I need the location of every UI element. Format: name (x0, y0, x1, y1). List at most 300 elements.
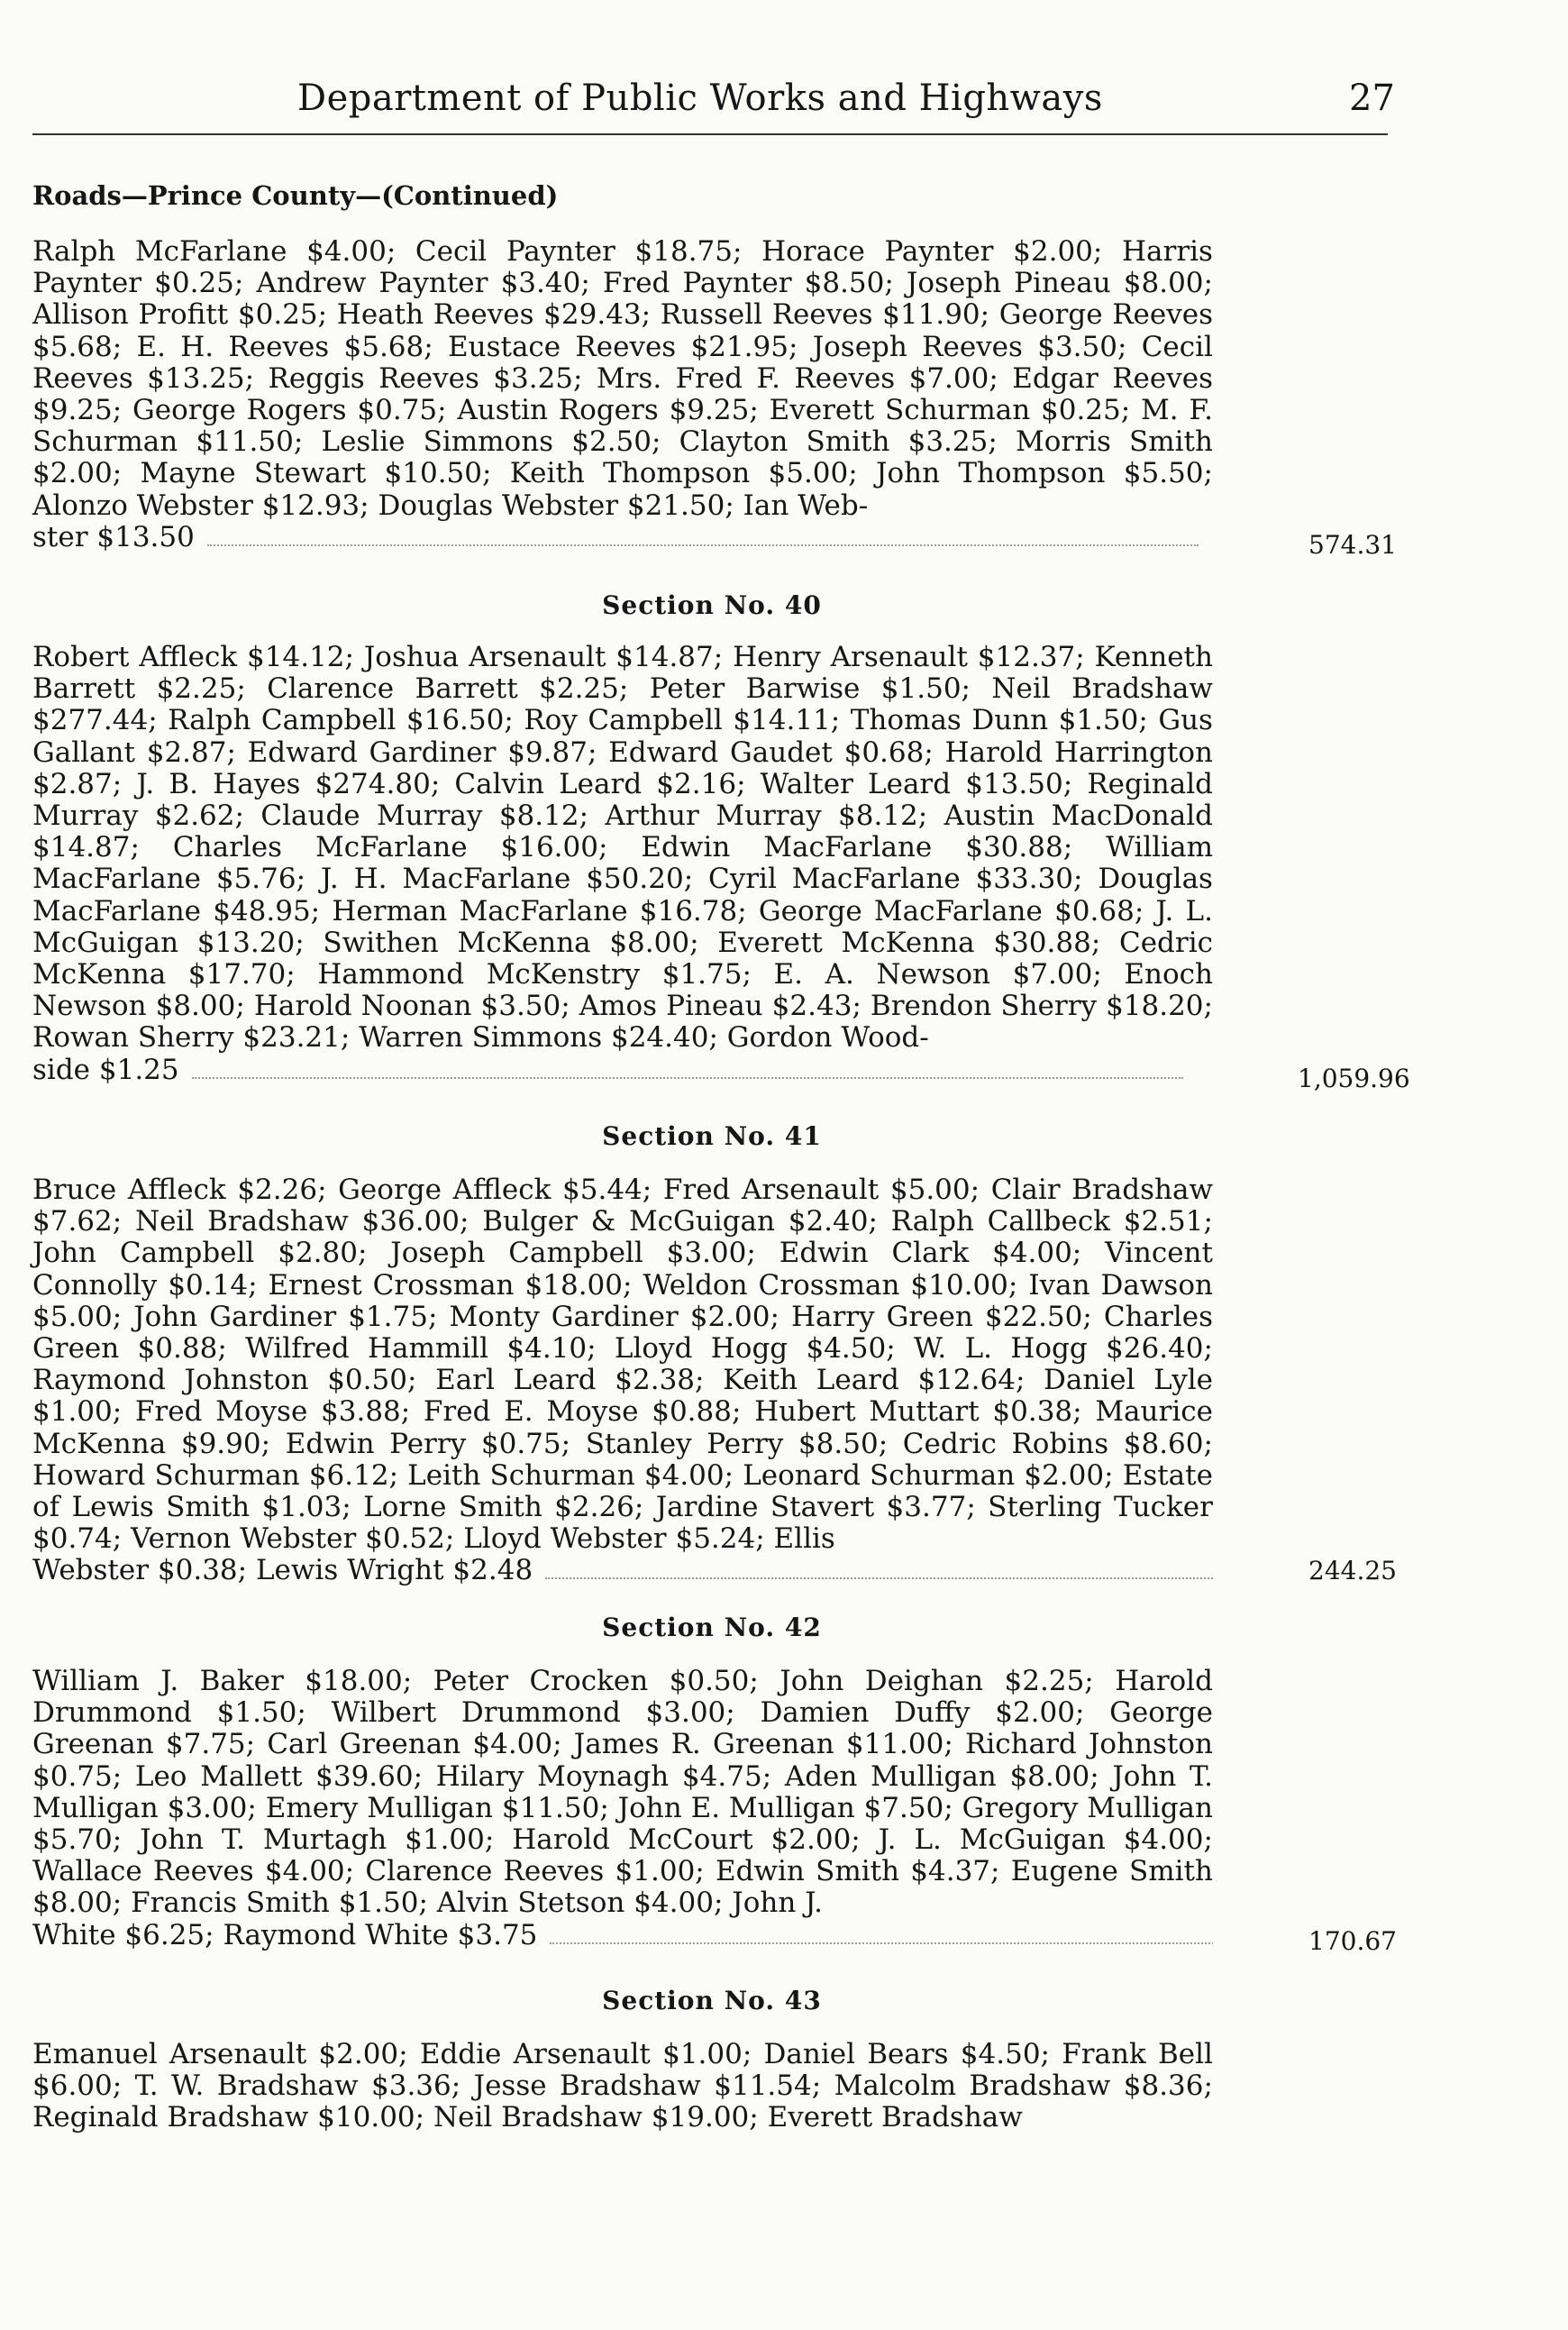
dot-leader (550, 1942, 1213, 1944)
ledger-fragment: ; (713, 1887, 733, 1920)
ledger-fragment: ; (460, 1205, 483, 1238)
ledger-fragment: ; (112, 457, 141, 490)
ledger-fragment: ; (293, 425, 322, 459)
ledger-fragment: ; (418, 1887, 437, 1920)
ledger-fragment: ; (1092, 958, 1125, 991)
ledger-fragment: ; (415, 2101, 433, 2134)
ledger-fragment: James R. Greenan $11.00 (573, 1728, 944, 1761)
ledger-fragment: Vincent Connolly $0.14 (32, 1237, 1213, 1302)
ledger-fragment: Andrew Paynter $3.40 (256, 267, 581, 300)
ledger-fragment: ; (749, 1665, 780, 1697)
ledger-fragment: Enoch Newson $8.00 (32, 958, 1213, 1023)
ledger-fragment: ; (424, 330, 448, 363)
ledger-fragment: Edwin Perry $0.75 (285, 1427, 561, 1460)
ledger-fragment: Wilfred Hammill $4.10 (245, 1332, 588, 1366)
ledger-fragment: ; (344, 1855, 366, 1888)
ledger-fragment: Mrs. Fred F. Reeves $7.00 (596, 361, 989, 395)
ledger-fragment: Fred Moyse $3.88 (134, 1395, 401, 1429)
ledger-fragment: Ellis (773, 1522, 835, 1556)
ledger-fragment: Wallace Reeves $4.00 (32, 1855, 345, 1888)
ledger-fragment: William J. Baker $18.00 (32, 1665, 403, 1697)
ledger-fragment: Neil Bradshaw $19.00 (433, 2101, 750, 2134)
ledger-fragment: ; (400, 1395, 424, 1429)
ledger-fragment: ; (386, 235, 415, 268)
ledger-fragment: ; (944, 1791, 962, 1824)
ledger-fragment: Alvin Stetson $4.00 (436, 1887, 714, 1920)
ledger-fragment: ; (851, 1823, 879, 1857)
ledger-fragment: ; (587, 736, 609, 769)
section-last-line (32, 1055, 1213, 1086)
ledger-fragment: ; (217, 1332, 246, 1366)
ledger-fragment: ; (244, 361, 269, 395)
ledger-fragment: Lewis Wright $2.48 (255, 1555, 533, 1587)
ledger-fragment: Eddie Arsenault $1.00 (419, 2038, 743, 2070)
ledger-fragment: ; (886, 1332, 914, 1366)
ledger-fragment: Austin MacDonald $14.87 (32, 800, 1213, 864)
ledger-fragment: ; (234, 800, 261, 833)
ledger-fragment: ; (360, 489, 378, 522)
ledger-fragment: John Campbell $2.80 (32, 1237, 358, 1270)
ledger-fragment: ; (237, 1555, 256, 1587)
ledger-fragment: T. W. Bradshaw $3.36 (134, 2070, 451, 2103)
ledger-fragment: Wilbert Drummond $3.00 (331, 1696, 726, 1730)
ledger-fragment: Joseph Campbell $3.00 (390, 1237, 747, 1270)
ledger-fragment: ; (130, 831, 173, 864)
ledger-fragment: ; (725, 489, 743, 522)
ledger-fragment: Alonzo Webster $12.93 (32, 489, 360, 522)
ledger-fragment: Everett Bradshaw (767, 2101, 1023, 2134)
ledger-fragment: ; (884, 267, 907, 300)
ledger-fragment: J. B. Hayes $274.80 (136, 767, 431, 800)
ledger-fragment: ; (437, 394, 458, 427)
ledger-fragment: Fred Arsenault $5.00 (662, 1174, 971, 1206)
ledger-fragment: Emanuel Arsenault $2.00 (32, 2038, 399, 2070)
ledger-fragment: Joseph Reeves $3.50 (812, 330, 1117, 363)
ledger-fragment: J. L. McGuigan $13.20 (32, 894, 1213, 959)
ledger-fragment: Fred Paynter $8.50 (602, 267, 885, 300)
ledger-fragment: ; (878, 1427, 903, 1460)
section-text (32, 236, 1213, 522)
ledger-fragment: ; (1134, 894, 1156, 927)
section-total: 170.67 (1308, 1926, 1397, 1956)
ledger-fragment: ; (724, 1458, 743, 1492)
ledger-fragment: Eugene Smith $8.00 (32, 1855, 1213, 1920)
running-header (0, 78, 1568, 132)
ledger-fragment: ; (247, 1791, 266, 1824)
ledger-fragment: Austin Rogers $9.25 (457, 394, 750, 427)
ledger-fragment: ; (402, 1665, 433, 1697)
ledger-fragment: ; (580, 267, 603, 300)
ledger-fragment: ; (980, 298, 999, 332)
ledger-fragment: ; (868, 1205, 891, 1238)
ledger-fragment: Keith Thompson $5.00 (509, 457, 849, 490)
ledger-fragment: Eustace Reeves $21.95 (447, 330, 789, 363)
ledger-fragment: ; (749, 2101, 768, 2134)
ledger-fragment: Neil Bradshaw $36.00 (134, 1205, 460, 1238)
ledger-fragment: Cedric Robins $8.60 (902, 1427, 1204, 1460)
ledger-fragment: W. L. Hogg $26.40 (913, 1332, 1204, 1366)
ledger-fragment: Harold Noonan $3.50 (253, 990, 561, 1023)
section-last-line (32, 1555, 1213, 1586)
section-total: 1,059.96 (1298, 1064, 1410, 1093)
ledger-fragment: ; (1040, 2038, 1062, 2070)
ledger-fragment: ; (695, 1364, 724, 1397)
ledger-fragment: Walter Leard $13.50 (760, 767, 1063, 800)
ledger-fragment: Thomas Dunn $1.50 (850, 704, 1139, 737)
ledger-fragment: Joseph Pineau $8.00 (906, 267, 1204, 300)
ledger-fragment: ; (587, 1332, 615, 1366)
ledger-fragment: ; (742, 958, 774, 991)
dot-leader (207, 544, 1199, 546)
ledger-fragment: ; (924, 736, 945, 769)
ledger-fragment: ; (112, 767, 137, 800)
ledger-fragment: ; (310, 894, 333, 927)
ledger-fragment: ; (618, 672, 650, 706)
ledger-fragment: ; (599, 1791, 618, 1824)
ledger-fragment: M. F. Schurman $11.50 (32, 394, 1213, 459)
ledger-fragment: ; (235, 990, 254, 1023)
ledger-fragment: Howard Schurman $6.12 (32, 1458, 389, 1492)
ledger-fragment: ; (344, 641, 364, 673)
ledger-fragment: Fred E. Moyse $0.88 (423, 1395, 732, 1429)
ledger-fragment: Harry Green $22.50 (790, 1300, 1083, 1333)
ledger-fragment: ; (430, 767, 455, 800)
ledger-fragment: ; (233, 267, 257, 300)
ledger-fragment: ; (573, 361, 597, 395)
ledger-fragment: Heath Reeves $29.43 (336, 298, 642, 332)
ledger-fragment: Daniel Bears $4.50 (763, 2038, 1041, 2070)
ledger-fragment: side $1.25 (32, 1054, 179, 1086)
ledger-fragment: ; (112, 1522, 132, 1556)
ledger-fragment: Douglas MacFarlane $48.95 (32, 863, 1213, 927)
ledger-fragment: ; (623, 1268, 643, 1302)
ledger-fragment: John Thompson $5.50 (876, 457, 1204, 490)
ledger-fragment: ; (296, 1696, 332, 1730)
ledger-fragment: ; (484, 1823, 513, 1857)
ledger-fragment: Damien Duffy $2.00 (760, 1696, 1075, 1730)
ledger-fragment: Edgar Reeves $9.25 (32, 361, 1214, 427)
ledger-fragment: Leith Schurman $4.00 (407, 1458, 725, 1492)
section-total: 574.31 (1308, 530, 1397, 560)
ledger-fragment: Allison Profitt $0.25 (32, 298, 318, 332)
ledger-fragment: Jardine Stavert $3.77 (655, 1491, 967, 1524)
ledger-fragment: ; (848, 457, 877, 490)
ledger-fragment: ; (427, 1300, 450, 1333)
ledger-fragment: Robert Affleck $14.12 (32, 641, 345, 673)
ledger-fragment: ; (112, 330, 137, 363)
ledger-fragment: ; (733, 235, 762, 268)
ledger-fragment: ; (641, 298, 661, 332)
ledger-fragment: Charles Green $0.88 (32, 1300, 1213, 1366)
ledger-fragment: Leonard Schurman $2.00 (743, 1458, 1105, 1492)
ledger-fragment: Ralph McFarlane $4.00 (32, 235, 387, 268)
ledger-fragment: Gordon Wood- (726, 1021, 929, 1055)
ledger-fragment: Henry Arsenault $12.37 (733, 641, 1076, 673)
ledger-fragment: Everett Schurman $0.25 (769, 394, 1121, 427)
ledger-fragment: Maurice McKenna $9.90 (32, 1395, 1213, 1460)
ledger-fragment: Clair Bradshaw $7.62 (32, 1174, 1213, 1238)
ledger-fragment: ; (1203, 990, 1213, 1023)
ledger-fragment: ; (1062, 831, 1107, 864)
ledger-fragment: ; (683, 863, 708, 896)
ledger-fragment: ; (1082, 1300, 1104, 1333)
ledger-fragment: ; (245, 1728, 268, 1761)
ledger-fragment: Earl Leard $2.38 (435, 1364, 696, 1397)
last-line-text (32, 522, 195, 553)
ledger-fragment: George Reeves $5.68 (32, 298, 1214, 363)
ledger-fragment: Clarence Barrett $2.25 (267, 672, 619, 706)
ledger-fragment: Edwin Smith $4.37 (715, 1855, 991, 1888)
ledger-fragment: ; (552, 1728, 574, 1761)
section-heading: Section No. 43 (602, 1986, 822, 2015)
ledger-fragment: E. A. Newson $7.00 (773, 958, 1093, 991)
ledger-fragment: ; (1089, 1759, 1113, 1793)
ledger-fragment: Ian Web- (743, 489, 869, 522)
ledger-fragment: Raymond Johnston $0.50 (32, 1364, 407, 1397)
section-last-line (32, 1920, 1213, 1951)
ledger-fragment: ; (1203, 1427, 1213, 1460)
ledger-fragment: ; (746, 1237, 779, 1270)
ledger-fragment: Herman MacFarlane $16.78 (332, 894, 738, 927)
section-text (32, 642, 1213, 1055)
ledger-fragment: ; (990, 1855, 1011, 1888)
ledger-fragment: Warren Simmons $24.40 (359, 1021, 709, 1055)
header-rule (32, 133, 1388, 135)
section-total: 244.25 (1308, 1556, 1397, 1585)
ledger-fragment: ; (988, 425, 1016, 459)
ledger-fragment: Peter Crocken $0.50 (433, 1665, 750, 1697)
page-number: 27 (1349, 78, 1395, 119)
ledger-fragment: Harold Harrington $2.87 (32, 736, 1213, 800)
ledger-fragment: Cedric McKenna $17.70 (32, 926, 1213, 991)
ledger-fragment: Edwin Clark $4.00 (779, 1237, 1072, 1270)
ledger-fragment: Raymond White $3.75 (223, 1919, 538, 1951)
ledger-fragment: Ivan Dawson $5.00 (32, 1268, 1213, 1333)
ledger-fragment: Sterling Tucker $0.74 (32, 1491, 1213, 1556)
ledger-fragment: Harold McCourt $2.00 (512, 1823, 852, 1857)
ledger-fragment: ; (652, 425, 679, 459)
ledger-fragment: ; (112, 1887, 132, 1920)
ledger-fragment: Malcolm Bradshaw $8.36 (834, 2070, 1204, 2103)
ledger-fragment: ; (205, 1919, 223, 1951)
ledger-fragment: Mayne Stewart $10.50 (140, 457, 483, 490)
ledger-fragment: E. H. Reeves $5.68 (136, 330, 424, 363)
ledger-fragment: ; (444, 1522, 464, 1556)
ledger-fragment: ; (112, 1205, 135, 1238)
ledger-fragment: ; (731, 1395, 755, 1429)
ledger-fragment: ; (451, 2070, 474, 2103)
ledger-fragment: Clayton Smith $3.25 (679, 425, 989, 459)
ledger-fragment: Reginald Bradshaw $10.00 (32, 2101, 415, 2134)
ledger-fragment: ; (112, 2070, 135, 2103)
ledger-fragment: ; (286, 958, 318, 991)
ledger-fragment: ; (398, 2038, 420, 2070)
ledger-fragment: ; (1074, 1696, 1110, 1730)
ledger-fragment: ; (340, 1021, 360, 1055)
ledger-fragment: ; (1203, 267, 1213, 300)
ledger-fragment: Harris Paynter $0.25 (32, 235, 1213, 300)
ledger-fragment: Hilary Moynagh $4.75 (435, 1759, 762, 1793)
ledger-fragment: Edwin MacFarlane $30.88 (641, 831, 1063, 864)
ledger-fragment: ; (944, 1728, 966, 1761)
ledger-fragment: Edward Gardiner $9.87 (247, 736, 588, 769)
section-text (32, 1174, 1213, 1555)
ledger-fragment: ; (737, 894, 759, 927)
ledger-fragment: Jesse Bradshaw $11.54 (473, 2070, 812, 2103)
ledger-fragment: ; (112, 1300, 134, 1333)
ledger-fragment: ; (917, 800, 944, 833)
ledger-fragment: ; (1120, 394, 1142, 427)
ledger-fragment: ; (742, 2038, 764, 2070)
ledger-fragment: John J. (732, 1887, 824, 1920)
continued-heading: Roads—Prince County—(Continued) (32, 180, 559, 211)
ledger-fragment: ; (961, 672, 992, 706)
ledger-fragment: Calvin Leard $2.16 (454, 767, 737, 800)
ledger-fragment: ; (406, 1364, 436, 1397)
ledger-fragment: J. L. McGuigan $4.00 (878, 1823, 1204, 1857)
section-text (32, 1666, 1213, 1920)
ledger-fragment: ; (236, 672, 268, 706)
ledger-fragment: ; (1092, 235, 1122, 268)
ledger-fragment: ; (295, 926, 324, 959)
ledger-fragment: ; (788, 330, 813, 363)
ledger-fragment: ; (1073, 863, 1099, 896)
section-heading: Section No. 40 (602, 590, 822, 620)
ledger-fragment: Joshua Arsenault $14.87 (363, 641, 714, 673)
dot-leader (192, 1077, 1183, 1079)
ledger-fragment: Peter Barwise $1.50 (649, 672, 962, 706)
ledger-fragment: ; (708, 1021, 727, 1055)
ledger-fragment: ; (1203, 1332, 1213, 1366)
ledger-fragment: John E. Mulligan $7.50 (617, 1791, 944, 1824)
ledger-fragment: ; (1203, 2070, 1213, 2103)
ledger-fragment: Bulger & McGuigan $2.40 (482, 1205, 869, 1238)
ledger-fragment: ; (1138, 704, 1159, 737)
ledger-fragment: ; (1084, 1665, 1116, 1697)
ledger-fragment: ; (689, 926, 718, 959)
ledger-fragment: Francis Smith $1.50 (131, 1887, 419, 1920)
ledger-fragment: Frank Bell $6.00 (32, 2038, 1213, 2103)
ledger-fragment: ; (1090, 926, 1119, 959)
ledger-fragment: ; (482, 457, 510, 490)
ledger-fragment: Bruce Affleck $2.26 (32, 1174, 318, 1206)
ledger-fragment: J. H. MacFarlane $50.20 (320, 863, 684, 896)
ledger-fragment: Everett McKenna $30.88 (717, 926, 1091, 959)
ledger-fragment: Claude Murray $8.12 (260, 800, 579, 833)
ledger-fragment: ; (736, 767, 761, 800)
ledger-fragment: ster $13.50 (32, 521, 195, 553)
ledger-fragment: Brendon Sherry $18.20 (870, 990, 1204, 1023)
ledger-fragment: Hubert Muttart $0.38 (754, 1395, 1073, 1429)
ledger-fragment: Clarence Reeves $1.00 (365, 1855, 696, 1888)
ledger-fragment: ; (1062, 767, 1088, 800)
ledger-fragment: ; (725, 1696, 761, 1730)
ledger-fragment: ; (1203, 1205, 1213, 1238)
ledger-fragment: ; (357, 1237, 391, 1270)
ledger-fragment: ; (561, 990, 579, 1023)
ledger-fragment: ; (634, 1491, 656, 1524)
section-block (32, 2039, 1213, 2134)
ledger-fragment: ; (695, 1855, 716, 1888)
ledger-fragment: Cecil Paynter $18.75 (415, 235, 733, 268)
ledger-fragment: John Deighan $2.25 (779, 1665, 1085, 1697)
ledger-fragment: George MacFarlane $0.68 (758, 894, 1135, 927)
ledger-fragment: ; (713, 641, 734, 673)
ledger-fragment: ; (1075, 641, 1095, 673)
ledger-fragment: John T. Murtagh $1.00 (140, 1823, 485, 1857)
dot-leader (545, 1577, 1213, 1579)
ledger-fragment: Lorne Smith $2.26 (363, 1491, 634, 1524)
ledger-fragment: Aden Mulligan $8.00 (784, 1759, 1090, 1793)
ledger-fragment: ; (260, 1427, 286, 1460)
ledger-fragment: ; (112, 1759, 135, 1793)
ledger-fragment: ; (749, 394, 770, 427)
ledger-fragment: Ernest Crossman $18.00 (268, 1268, 624, 1302)
ledger-fragment: ; (561, 1427, 586, 1460)
ledger-fragment: Webster $0.38 (32, 1555, 238, 1587)
ledger-fragment: ; (755, 1522, 774, 1556)
ledger-fragment: Reginald Murray $2.62 (32, 767, 1213, 833)
ledger-fragment: Daniel Lyle $1.00 (32, 1364, 1213, 1429)
last-line-text (32, 1555, 533, 1586)
ledger-fragment: ; (1072, 1395, 1096, 1429)
ledger-fragment: George Affleck $5.44 (338, 1174, 643, 1206)
section-block (32, 1666, 1213, 1951)
ledger-fragment: Cyril MacFarlane $33.30 (707, 863, 1074, 896)
ledger-fragment: Hammond McKenstry $1.75 (317, 958, 743, 991)
ledger-fragment: ; (148, 704, 169, 737)
ledger-fragment: Stanley Perry $8.50 (585, 1427, 879, 1460)
ledger-fragment: Leslie Simmons $2.50 (321, 425, 652, 459)
ledger-fragment: George Rogers $0.75 (132, 394, 438, 427)
ledger-fragment: Harold Drummond $1.50 (32, 1665, 1213, 1730)
section-text (32, 2039, 1213, 2134)
ledger-fragment: ; (504, 704, 524, 737)
section-block (32, 236, 1213, 553)
ledger-fragment: Charles McFarlane $16.00 (172, 831, 598, 864)
ledger-fragment: ; (112, 1823, 141, 1857)
ledger-fragment: Neil Bradshaw $277.44 (32, 672, 1213, 737)
ledger-fragment: ; (579, 800, 606, 833)
ledger-fragment: ; (970, 1174, 991, 1206)
ledger-fragment: Horace Paynter $2.00 (761, 235, 1093, 268)
ledger-fragment: Arthur Murray $8.12 (605, 800, 918, 833)
ledger-fragment: ; (317, 298, 337, 332)
ledger-fragment: Roy Campbell $14.11 (524, 704, 831, 737)
ledger-fragment: ; (966, 1491, 989, 1524)
ledger-fragment: ; (1117, 330, 1142, 363)
section-last-line (32, 522, 1213, 553)
ledger-fragment: Morris Smith $2.00 (32, 425, 1213, 490)
ledger-fragment: ; (112, 1395, 135, 1429)
ledger-fragment: ; (811, 2070, 834, 2103)
section-heading: Section No. 42 (602, 1613, 822, 1642)
last-line-text (32, 1055, 179, 1086)
ledger-fragment: ; (1015, 1364, 1044, 1397)
ledger-fragment: ; (642, 1174, 663, 1206)
ledger-fragment: ; (248, 1268, 269, 1302)
section-heading: Section No. 41 (602, 1121, 822, 1151)
ledger-fragment: Gus Gallant $2.87 (32, 704, 1213, 769)
last-line-text (32, 1920, 537, 1951)
ledger-fragment: ; (1104, 1458, 1123, 1492)
ledger-fragment: ; (761, 1759, 785, 1793)
ledger-fragment: Weldon Crossman $10.00 (643, 1268, 1008, 1302)
ledger-fragment: ; (388, 1458, 408, 1492)
ledger-fragment: ; (852, 990, 871, 1023)
ledger-fragment: George Greenan $7.75 (32, 1696, 1213, 1761)
ledger-fragment: ; (296, 863, 321, 896)
